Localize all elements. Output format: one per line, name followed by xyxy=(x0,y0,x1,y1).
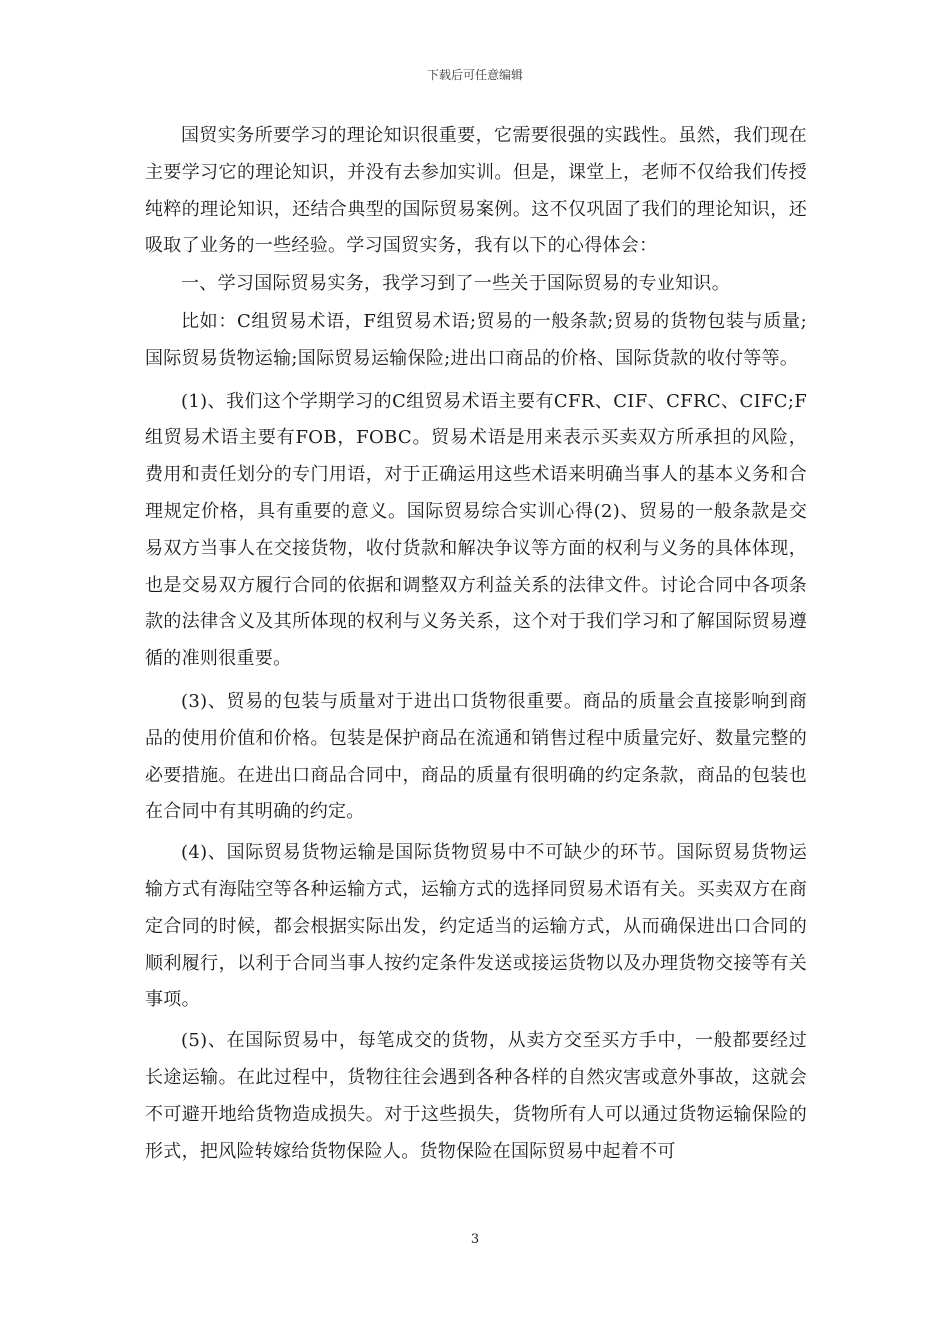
paragraph-item-3: (3)、贸易的包装与质量对于进出口货物很重要。商品的质量会直接影响到商品的使用价值和价格。包装是保护商品在流通和销售过程中质量完好、数量完整的必要措施。在进出口商品合同中，商品的质量有很明确的约定条款，商品的包装也在合同中有其明确的约定。 xyxy=(145,690,807,823)
paragraph-examples: 比如：C组贸易术语，F组贸易术语;贸易的一般条款;贸易的货物包装与质量;国际贸易货物运输;国际贸易运输保险;进出口商品的价格、国际货款的收付等等。 xyxy=(145,310,807,369)
paragraph-item-1-2: (1)、我们这个学期学习的C组贸易术语主要有CFR、CIF、CFRC、CIFC;F组贸易术语主要有FOB，FOBC。贸易术语是用来表示买卖双方所承担的风险，费用和责任划分的专门用语，对于正确运用这些术语来明确当事人的基本义务和合理规定价格，具有重要的意义。国际贸易综合实训心得(2)、贸易的一般条款是交易双方当事人在交接货物，收付货款和解决争议等方面的权利与义务的具体体现，也是交易双方履行合同的依据和调整双方利益关系的法律文件。讨论合同中各项条款的法律含义及其所体现的权利与义务关系，这个对于我们学习和了解国际贸易遵循的准则很重要。 xyxy=(145,390,807,670)
paragraph-item-5: (5)、在国际贸易中，每笔成交的货物，从卖方交至买方手中，一般都要经过长途运输。在此过程中，货物往往会遇到各种各样的自然灾害或意外事故，这就会不可避开地给货物造成损失。对于这些损失，货物所有人可以通过货物运输保险的形式，把风险转嫁给货物保险人。货物保险在国际贸易中起着不可 xyxy=(145,1030,807,1162)
page-header-note: 下载后可任意编辑 xyxy=(426,68,523,82)
paragraph-section-one: 一、学习国际贸易实务，我学习到了一些关于国际贸易的专业知识。 xyxy=(181,273,730,295)
document-body xyxy=(145,118,807,1170)
paragraph-item-4: (4)、国际贸易货物运输是国际货物贸易中不可缺少的环节。国际贸易货物运输方式有海陆空等各种运输方式，运输方式的选择同贸易术语有关。买卖双方在商定合同的时候，都会根据实际出发，约定适当的运输方式，从而确保进出口合同的顺利履行，以利于合同当事人按约定条件发送或接运货物以及办理货物交接等有关事项。 xyxy=(145,842,807,1011)
page-number: 3 xyxy=(470,1232,480,1247)
paragraph-intro: 国贸实务所要学习的理论知识很重要，它需要很强的实践性。虽然，我们现在主要学习它的理论知识，并没有去参加实训。但是，课堂上，老师不仅给我们传授纯粹的理论知识，还结合典型的国际贸易案例。这不仅巩固了我们的理论知识，还吸取了业务的一些经验。学习国贸实务，我有以下的心得体会： xyxy=(145,125,807,257)
